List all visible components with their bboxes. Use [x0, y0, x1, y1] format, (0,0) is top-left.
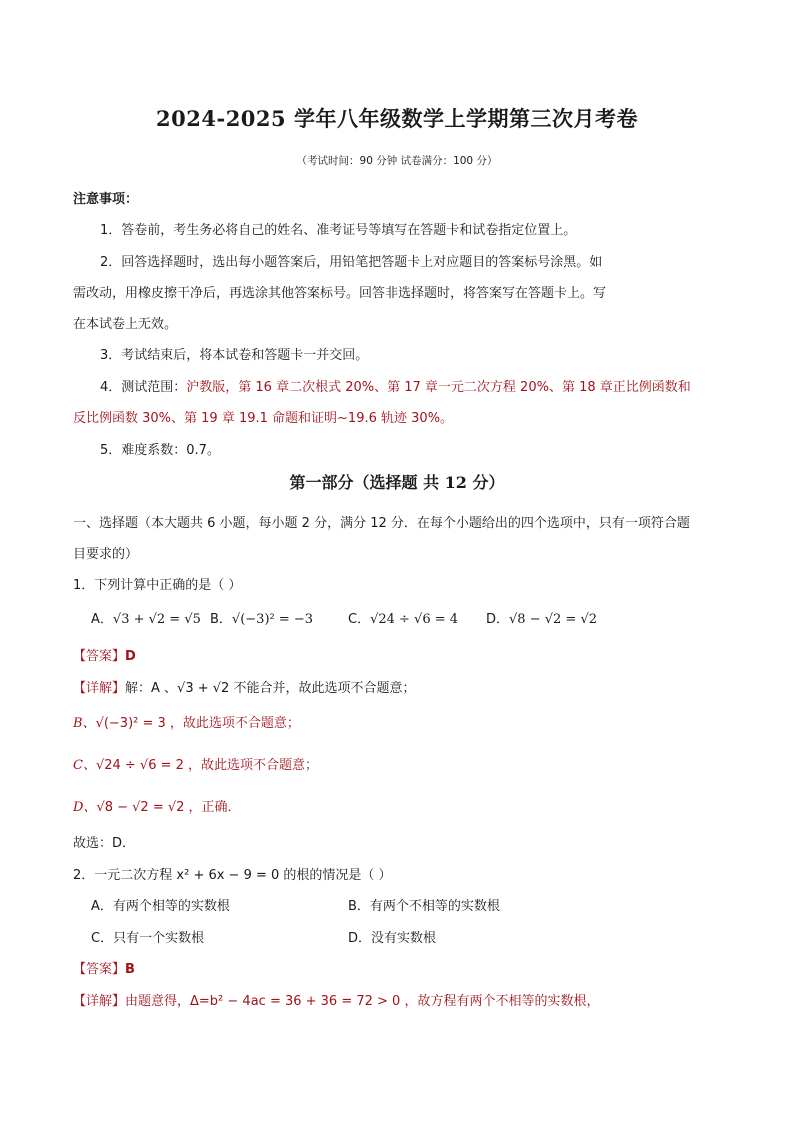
q1-option-c: [348, 608, 458, 627]
q1-option-c-label: C．: [348, 612, 371, 627]
note-item-2-line-2: 需改动，用橡皮擦干净后，再选涂其他答案标号。回答非选择题时，将答案写在答题卡上。写: [73, 286, 607, 301]
q1-explain-d-label: D、: [73, 800, 97, 815]
exam-info: （考试时间：90 分钟 试卷满分：100 分）: [296, 155, 498, 167]
q1-explain-b-text: √(−3)² = 3 ，故此选项不合题意；: [95, 716, 300, 731]
q2-explain-tag: 【详解】: [73, 994, 126, 1009]
q1-option-d-expr: √8 − √2 = √2: [509, 612, 597, 627]
q1-explain-c-label: C、: [73, 758, 96, 773]
note-item-4-line-2: 反比例函数 30%、第 19 章 19.1 命题和证明~19.6 轨迹 30%。: [73, 411, 454, 426]
note-item-4-scope: 沪教版，第 16 章二次根式 20%、第 17 章一元二次方程 20%、第 18 章正比例函数和: [186, 380, 691, 395]
q1-stem: 1．下列计算中正确的是（ ）: [73, 578, 242, 593]
q1-conclusion: 故选：D．: [73, 836, 136, 851]
q1-explain-a: 解：A 、√3 + √2 不能合并，故此选项不合题意；: [125, 681, 416, 696]
q1-option-d: [486, 608, 597, 627]
q2-answer-tag: 【答案】: [73, 962, 126, 977]
q1-option-d-label: D．: [486, 612, 510, 627]
note-item-2-line-3: 在本试卷上无效。: [73, 317, 178, 332]
q2-explain-text: 由题意得，Δ=b² − 4ac = 36 + 36 = 72 > 0 ，故方程有两个不相等的实数根，: [125, 994, 600, 1009]
q2-explanation: [73, 990, 599, 1009]
q1-option-a-label: A．: [91, 612, 113, 627]
q1-explain-tag: 【详解】: [73, 681, 126, 696]
q1-explanation-b: [73, 712, 300, 731]
q2-option-b: B．有两个不相等的实数根: [348, 899, 500, 914]
q1-answer-value: D: [125, 649, 136, 664]
q1-answer-tag: 【答案】: [73, 649, 126, 664]
q1-option-a-expr: √3 + √2 = √5: [112, 612, 201, 627]
q1-explain-b-label: B、: [73, 716, 96, 731]
q1-option-c-expr: √24 ÷ √6 = 4: [370, 612, 459, 627]
q1-explanation-d: [73, 796, 241, 815]
section-intro-line-1: 一、选择题（本大题共 6 小题，每小题 2 分，满分 12 分．在每个小题给出的四个选项中，只有一项符合题: [73, 516, 690, 531]
q1-option-b: [210, 608, 313, 627]
note-item-1: 1．答卷前，考生务必将自己的姓名、准考证号等填写在答题卡和试卷指定位置上。: [100, 223, 577, 238]
q1-explanation-line-1: [73, 677, 415, 696]
q1-option-a: [91, 608, 201, 627]
note-item-5: 5．难度系数：0.7。: [100, 443, 220, 458]
page-title: 2024-2025 学年八年级数学上学期第三次月考卷: [156, 106, 638, 131]
note-item-4-line-1: [100, 376, 691, 395]
q2-answer: [73, 958, 135, 977]
q1-option-b-label: B．: [210, 612, 232, 627]
note-item-2-line-1: 2．回答选择题时，选出每小题答案后，用铅笔把答题卡上对应题目的答案标号涂黑。如: [100, 255, 603, 270]
q1-answer: [73, 645, 136, 664]
q1-option-b-expr: √(−3)² = −3: [231, 612, 314, 627]
q2-stem: 2．一元二次方程 x² + 6x − 9 = 0 的根的情况是（ ）: [73, 868, 392, 883]
note-item-3: 3．考试结束后，将本试卷和答题卡一并交回。: [100, 348, 369, 363]
q2-option-c: C．只有一个实数根: [91, 931, 205, 946]
section-title: 第一部分（选择题 共 12 分）: [289, 473, 505, 492]
q2-option-a: A．有两个相等的实数根: [91, 899, 230, 914]
q1-explain-d-text: √8 − √2 = √2 ，正确．: [96, 800, 241, 815]
note-item-4-prefix: 4．测试范围：: [100, 380, 187, 395]
section-intro-line-2: 目要求的）: [73, 547, 139, 562]
q2-option-d: D．没有实数根: [348, 931, 437, 946]
q1-explain-c-text: √24 ÷ √6 = 2 ，故此选项不合题意；: [95, 758, 319, 773]
q1-explanation-c: [73, 754, 318, 773]
q2-answer-value: B: [125, 962, 135, 977]
notes-heading: 注意事项：: [73, 192, 139, 207]
